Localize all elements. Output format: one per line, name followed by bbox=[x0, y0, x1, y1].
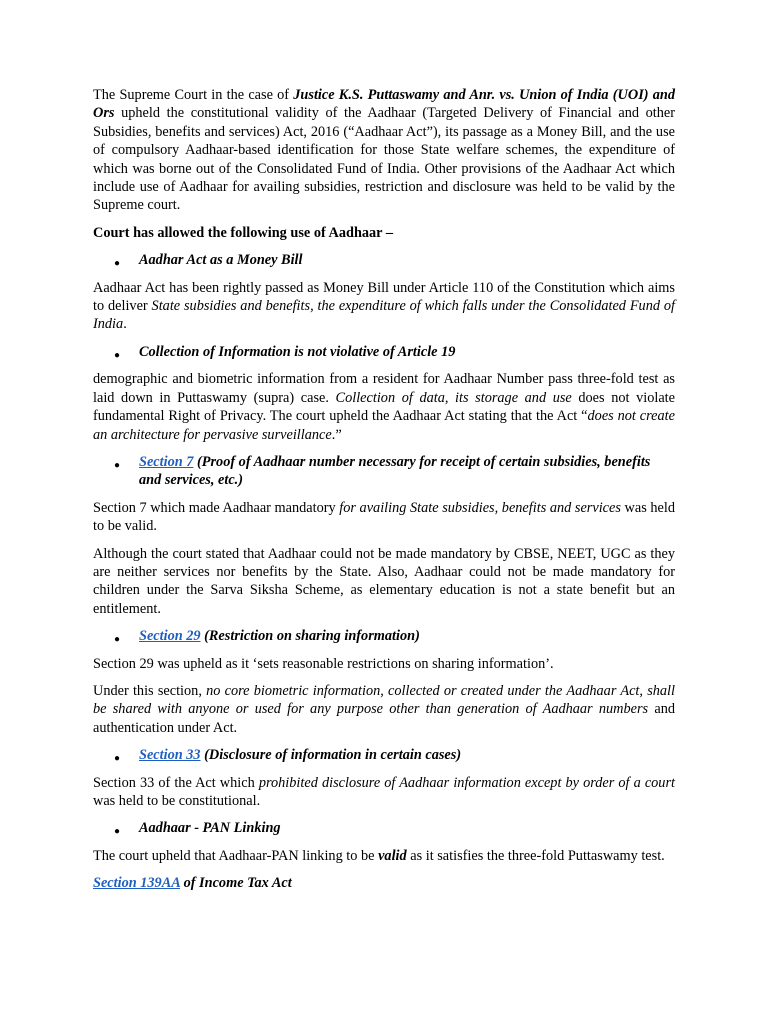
text: Section 33 of the Act which bbox=[93, 774, 259, 791]
text: .” bbox=[331, 426, 342, 443]
text: was held to be valid. bbox=[93, 499, 675, 535]
document-body bbox=[93, 86, 675, 893]
intro-paragraph bbox=[93, 86, 675, 215]
section-29-link[interactable]: Section 29 bbox=[139, 628, 201, 645]
text: was held to be constitutional. bbox=[93, 793, 261, 809]
text: does not violate fundamental Right of Privacy. The court upheld the Aadhaar Act stating that the Act “ bbox=[93, 389, 675, 425]
bullet-title: Aadhaar - PAN Linking bbox=[139, 820, 281, 837]
emphasis: for availing State subsidies, benefits and services bbox=[339, 499, 621, 516]
bullet-title: Aadhar Act as a Money Bill bbox=[139, 252, 303, 269]
bullet-title: (Restriction on sharing information) bbox=[200, 628, 420, 645]
emphasis: prohibited disclosure of Aadhaar information except by order of a court bbox=[258, 774, 675, 791]
text: as it satisfies the three-fold Puttaswamy test. bbox=[406, 847, 665, 864]
section-29-paragraph: Section 29 was upheld as it ‘sets reasonable restrictions on sharing information’. bbox=[93, 655, 554, 672]
bullet-dot: ● bbox=[114, 634, 121, 646]
collection-info-paragraph bbox=[93, 370, 675, 444]
bullet-dot: ● bbox=[114, 459, 121, 471]
intro-text-rest: upheld the constitutional validity of the Aadhaar (Targeted Delivery of Financial and other Subsidies, benefits and services) Act, 2016 (“Aadhaar Act”), its passage as a Money Bill, and the use of compulsory Aadhaar-based identification for those State welfare schemes, the expenditure of which was borne out of the Consolidated Fund of India. Other provisions of the Aadhaar Act which include use of Aadhaar for availing subsidies, restriction and disclosure was held to be valid by the Supreme court. bbox=[93, 105, 675, 214]
bullet-money-bill bbox=[114, 251, 675, 270]
text: and authentication under Act. bbox=[93, 701, 675, 736]
section-139aa-link[interactable]: Section 139AA bbox=[93, 875, 180, 892]
text: Section 7 which made Aadhaar mandatory bbox=[93, 499, 340, 516]
case-name: Justice K.S. Puttaswamy and Anr. vs. Union of India (UOI) and Ors bbox=[93, 87, 676, 122]
bullet-dot: ● bbox=[114, 258, 121, 270]
section-7-paragraph-2: Although the court stated that Aadhaar could not be made mandatory by CBSE, NEET, UGC as they are neither services nor benefits by the State. Also, Aadhaar could not be made mandatory for children under the Sarva Siksha Scheme, as elementary education is not a state benefit but an entitlement. bbox=[93, 545, 675, 617]
bullet-title: (Disclosure of information in certain cases) bbox=[200, 747, 462, 764]
pan-linking-paragraph bbox=[93, 847, 675, 865]
bullet-title: (Proof of Aadhaar number necessary for receipt of certain subsidies, benefits and services, etc.) bbox=[139, 453, 651, 489]
emphasis: State subsidies and benefits, the expenditure of which falls under the Consolidated Fund of India bbox=[93, 298, 675, 333]
bullet-collection-info bbox=[114, 343, 675, 361]
section-heading: Court has allowed the following use of Aadhaar – bbox=[93, 224, 393, 241]
bullet-section-33 bbox=[114, 746, 675, 765]
emphasis: no core biometric information, collected or created under the Aadhaar Act, shall be shared with anyone or used for any purpose other than generation of Aadhaar numbers bbox=[93, 682, 676, 718]
section-33-paragraph bbox=[93, 774, 675, 811]
section-29-paragraph-2 bbox=[93, 682, 675, 737]
bullet-pan-linking bbox=[114, 819, 675, 838]
bullet-dot: ● bbox=[114, 753, 121, 765]
money-bill-paragraph bbox=[93, 279, 675, 334]
text: Aadhaar Act has been rightly passed as Money Bill under Article 110 of the Constitution which aims to deliver bbox=[93, 279, 675, 315]
text: Under this section, bbox=[93, 682, 207, 699]
text: demographic and biometric information from a resident for Aadhaar Number pass three-fold test as laid down in Puttaswamy (supra) case. bbox=[93, 371, 675, 406]
section-139aa-line bbox=[93, 874, 675, 892]
section-7-paragraph bbox=[93, 499, 675, 536]
bullet-section-7 bbox=[114, 453, 675, 490]
intro-text: The Supreme Court in the case of bbox=[93, 87, 294, 103]
bullet-dot: ● bbox=[114, 349, 121, 361]
section-139aa-text: of Income Tax Act bbox=[180, 875, 292, 892]
text: The court upheld that Aadhaar-PAN linking to be bbox=[93, 847, 379, 864]
section-7-link[interactable]: Section 7 bbox=[139, 453, 194, 470]
bullet-title: Collection of Information is not violative of Article 19 bbox=[139, 343, 456, 360]
bullet-section-29 bbox=[114, 627, 675, 646]
section-33-link[interactable]: Section 33 bbox=[139, 747, 201, 764]
emphasis: valid bbox=[378, 847, 407, 864]
text: . bbox=[123, 316, 127, 333]
bullet-dot: ● bbox=[114, 826, 121, 838]
emphasis: Collection of data, its storage and use bbox=[335, 389, 572, 406]
emphasis: does not create an architecture for pervasive surveillance bbox=[93, 408, 675, 443]
